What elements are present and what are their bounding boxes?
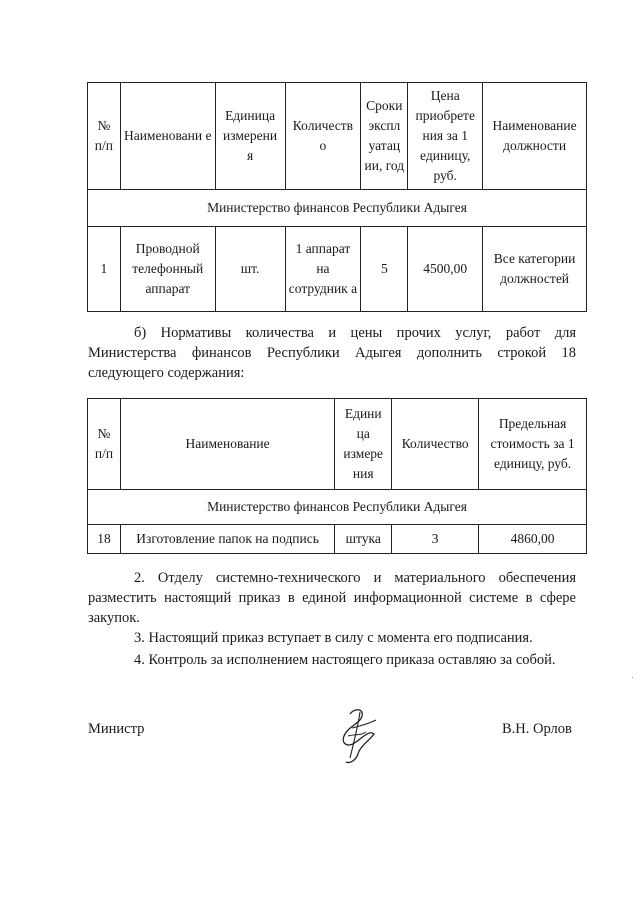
header-cell-unit: Едини ца измере ния [335, 399, 392, 490]
handwritten-signature-icon [330, 706, 386, 771]
ministry-row [88, 190, 587, 227]
minister-title: Министр [88, 721, 145, 737]
row-cell-cost: 4860,00 [479, 525, 587, 554]
header-cell-price: Цена приобрете ния за 1 единицу, руб. [408, 83, 483, 190]
table-row [88, 525, 587, 554]
header-cell-name: Наименование [120, 399, 334, 490]
paragraph-4: 4. Контроль за исполнением настоящего приказа оставляю за собой. [134, 652, 556, 668]
ministry-cell: Министерство финансов Республики Адыгея [88, 190, 587, 227]
row-cell-number: 1 [88, 227, 121, 312]
header-cell-lifetime: Сроки экспл уатац ии, год [361, 83, 408, 190]
header-cell-position: Наименование должности [483, 83, 587, 190]
row-cell-position: Все категории должностей [483, 227, 587, 312]
row-cell-price: 4500,00 [408, 227, 483, 312]
header-cell-max-cost: Предельная стоимость за 1 единицу, руб. [479, 399, 587, 490]
header-cell-quantity: Количеств о [285, 83, 361, 190]
row-cell-quantity: 1 аппарат на сотрудник а [285, 227, 361, 312]
header-cell-unit: Единица измерени я [215, 83, 285, 190]
paragraph-3: 3. Настоящий приказ вступает в силу с момента его подписания. [134, 630, 533, 646]
table-header-row [88, 399, 587, 490]
row-cell-unit: шт. [215, 227, 285, 312]
row-cell-unit: штука [335, 525, 392, 554]
header-cell-number: № п/п [88, 83, 121, 190]
paragraph-b: б) Нормативы количества и цены прочих услуг, работ для Министерства финансов Республики Адыгея дополнить строкой 18 следующего содержания: [88, 325, 576, 381]
row-cell-lifetime: 5 [361, 227, 408, 312]
ministry-cell: Министерство финансов Республики Адыгея [88, 490, 587, 525]
minister-name: В.Н. Орлов [502, 721, 572, 737]
header-cell-number: № п/п [88, 399, 121, 490]
equipment-norms-table [87, 82, 587, 312]
table-row [88, 227, 587, 312]
scan-dot [632, 677, 633, 678]
row-cell-name: Проводной телефонный аппарат [120, 227, 215, 312]
table-header-row [88, 83, 587, 190]
header-cell-quantity: Количество [392, 399, 479, 490]
row-cell-number: 18 [88, 525, 121, 554]
ministry-row [88, 490, 587, 525]
services-norms-table [87, 398, 587, 554]
row-cell-name: Изготовление папок на подпись [120, 525, 334, 554]
row-cell-quantity: 3 [392, 525, 479, 554]
paragraph-2: 2. Отделу системно-технического и материального обеспечения разместить настоящий приказ в единой информационной системе в сфере закупок. [88, 570, 576, 626]
header-cell-name: Наименовани е [120, 83, 215, 190]
